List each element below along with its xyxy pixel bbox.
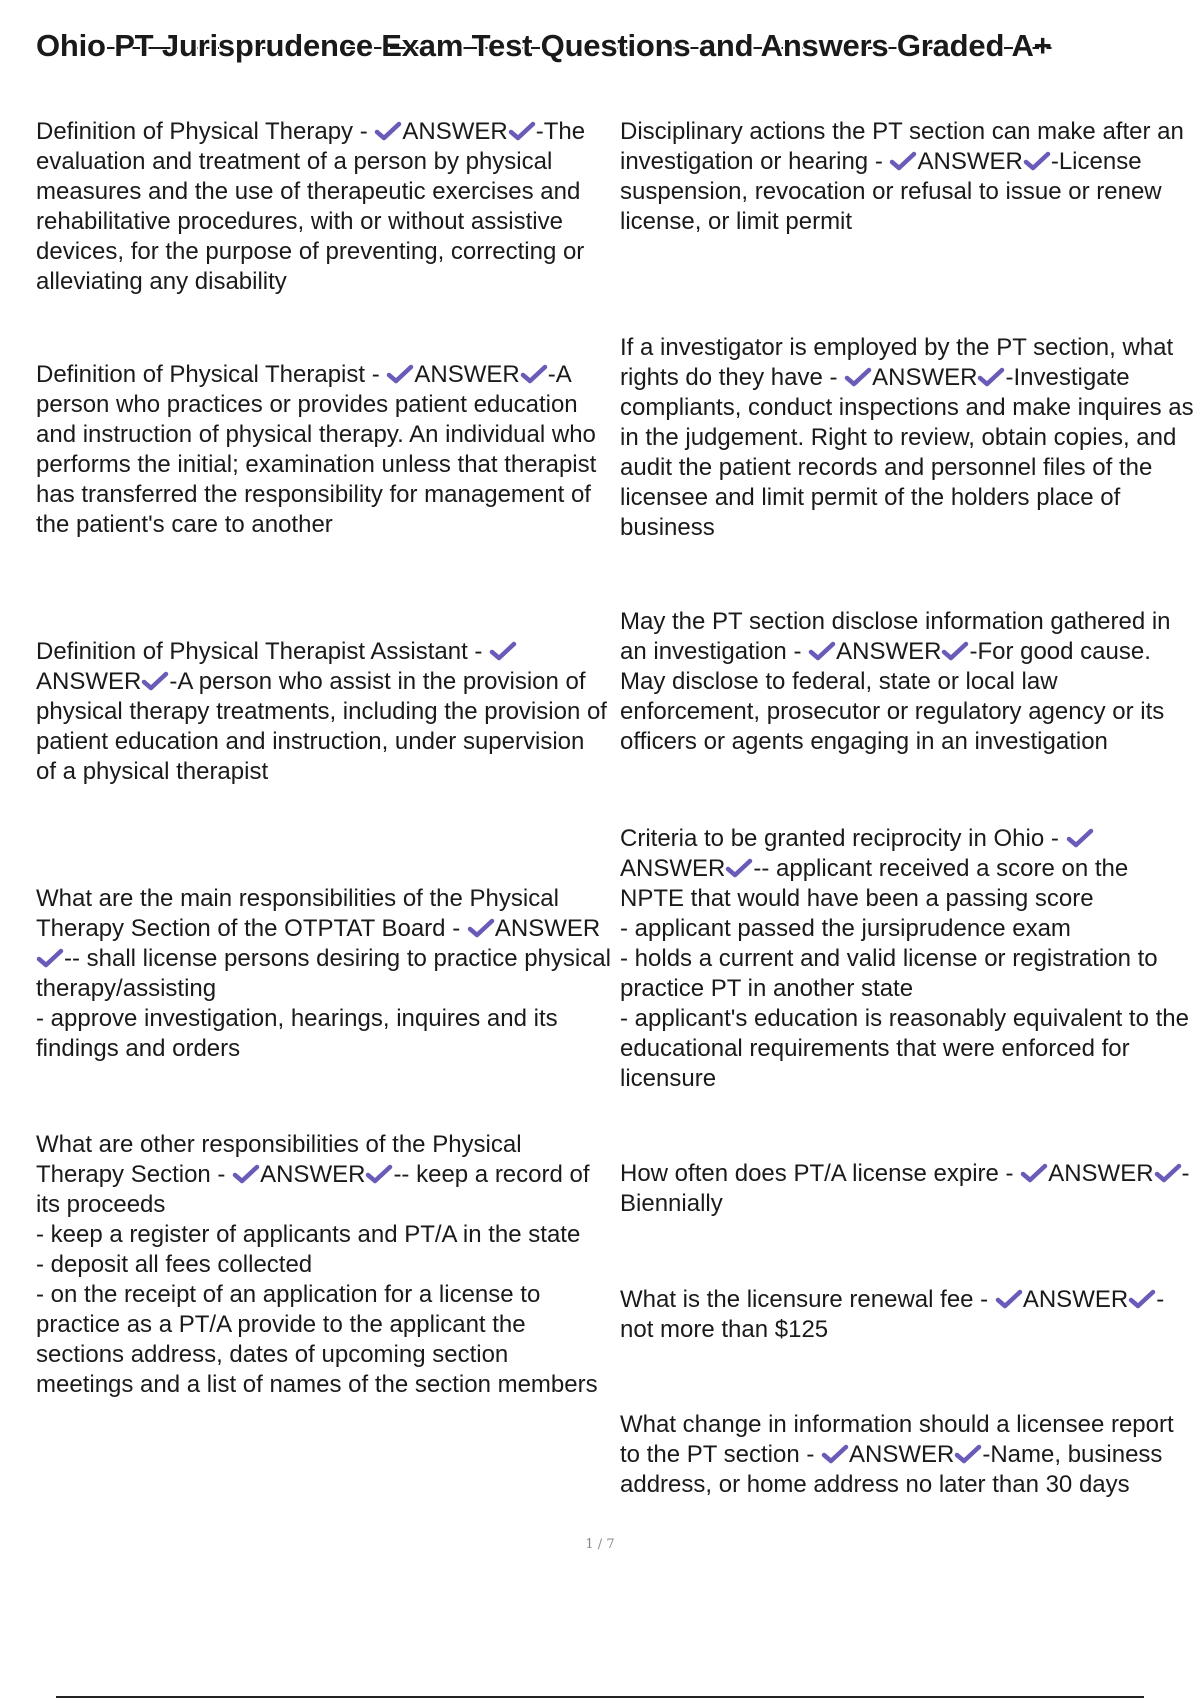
question-text: What change in information should a licensee report to the PT section - <box>620 1411 1174 1468</box>
answer-text: -Name, business address, or home address no later than 30 days <box>620 1441 1163 1498</box>
checkmark-icon <box>995 1289 1023 1309</box>
question-text: Definition of Physical Therapist Assistant - <box>36 638 490 665</box>
answer-label: ANSWER <box>1022 1286 1129 1313</box>
answer-text: -- shall license persons desiring to practice physical therapy/assisting - approve investigation, hearings, inquires and its findings and orders <box>36 945 611 1062</box>
checkmark-icon <box>365 1164 393 1184</box>
answer-text: -License suspension, revocation or refusal to issue or renew license, or limit permit <box>620 148 1162 235</box>
answer-label: ANSWER <box>494 915 601 942</box>
answer-label: ANSWER <box>620 855 726 882</box>
question-text: If a investigator is employed by the PT section, what rights do they have - <box>620 334 1174 391</box>
qa-entry <box>620 333 1195 543</box>
qa-entry <box>36 360 611 540</box>
answer-label: ANSWER <box>260 1161 366 1188</box>
answer-text: -- applicant received a score on the NPTE that would have been a passing score - applicant passed the jursiprudence exam - holds a current and valid license or registration to practice PT in another state - applicant's education is reasonably equivalent to the educational requirements that were enforced for licensure <box>620 855 1189 1092</box>
answer-label: ANSWER <box>872 364 978 391</box>
answer-text: -not more than $125 <box>620 1286 1165 1343</box>
qa-entry <box>36 884 611 1064</box>
answer-label: ANSWER <box>836 638 942 665</box>
checkmark-icon <box>36 948 64 968</box>
checkmark-icon <box>941 641 969 661</box>
qa-entry <box>620 824 1195 1094</box>
answer-text: -- keep a record of its proceeds - keep a register of applicants and PT/A in the state - deposit all fees collected - on the receipt of an application for a license to practice as a PT/A provide to the applicant the sections address, dates of upcoming section meetings and a list of names of the section members <box>36 1161 598 1398</box>
answer-text: -A person who assist in the provision of physical therapy treatments, including the provision of patient education and instruction, under supervision of a physical therapist <box>36 668 607 785</box>
question-text: May the PT section disclose information gathered in an investigation - <box>620 608 1171 665</box>
answer-label: ANSWER <box>36 668 142 695</box>
checkmark-icon <box>386 364 414 384</box>
checkmark-icon <box>1023 151 1051 171</box>
checkmark-icon <box>821 1444 849 1464</box>
footer-divider <box>56 1696 1144 1698</box>
answer-label: ANSWER <box>849 1441 955 1468</box>
question-text: Criteria to be granted reciprocity in Ohio - <box>620 825 1066 852</box>
checkmark-icon <box>232 1164 260 1184</box>
answer-text: -Investigate compliants, conduct inspections and make inquires as in the judgement. Right to review, obtain copies, and audit the patient records and personnel files of the licensee and limit permit of the holders place of business <box>620 364 1194 541</box>
answer-label: ANSWER <box>917 148 1023 175</box>
qa-entry <box>36 1130 611 1400</box>
checkmark-icon <box>467 918 495 938</box>
qa-entry <box>620 1159 1195 1219</box>
question-text: How often does PT/A license expire - <box>620 1160 1021 1187</box>
qa-entry <box>36 117 611 297</box>
checkmark-icon <box>954 1444 982 1464</box>
checkmark-icon <box>489 641 517 661</box>
checkmark-icon <box>1128 1289 1156 1309</box>
answer-text: -For good cause. May disclose to federal, state or local law enforcement, prosecutor or regulatory agency or its officers or agents engaging in an investigation <box>620 638 1165 755</box>
checkmark-icon <box>977 367 1005 387</box>
checkmark-icon <box>1020 1163 1048 1183</box>
checkmark-icon <box>1154 1163 1182 1183</box>
question-text: Definition of Physical Therapist - <box>36 361 387 388</box>
checkmark-icon <box>374 121 402 141</box>
checkmark-icon <box>725 858 753 878</box>
checkmark-icon <box>508 121 536 141</box>
page-indicator: 1 / 7 <box>585 1537 615 1552</box>
checkmark-icon <box>844 367 872 387</box>
answer-label: ANSWER <box>414 361 520 388</box>
question-text: What are other responsibilities of the Physical Therapy Section - <box>36 1131 522 1188</box>
answer-text: -A person who practices or provides patient education and instruction of physical therapy. An individual who performs the initial; examination unless that therapist has transferred the responsibility for management of the patient's care to another <box>36 361 597 538</box>
question-text: Definition of Physical Therapy - <box>36 118 375 145</box>
qa-entry <box>620 1285 1195 1345</box>
checkmark-icon <box>141 671 169 691</box>
answer-label: ANSWER <box>1048 1160 1154 1187</box>
answer-label: ANSWER <box>402 118 508 145</box>
document-title: Ohio PT Jurisprudence Exam Test Questions and Answers Graded A+ <box>36 28 1052 63</box>
checkmark-icon <box>889 151 917 171</box>
qa-entry <box>620 1410 1195 1500</box>
question-text: Disciplinary actions the PT section can make after an investigation or hearing - <box>620 118 1184 175</box>
answer-text: -Biennially <box>620 1160 1190 1217</box>
qa-entry <box>36 637 611 787</box>
qa-entry <box>620 117 1195 237</box>
checkmark-icon <box>1066 828 1094 848</box>
question-text: What are the main responsibilities of the Physical Therapy Section of the OTPTAT Board - <box>36 885 559 942</box>
answer-text: -The evaluation and treatment of a person by physical measures and the use of therapeutic exercises and rehabilitative procedures, with or without assistive devices, for the purpose of preventing, correcting or alleviating any disability <box>36 118 586 295</box>
question-text: What is the licensure renewal fee - <box>620 1286 995 1313</box>
qa-entry <box>620 607 1195 757</box>
checkmark-icon <box>520 364 548 384</box>
checkmark-icon <box>808 641 836 661</box>
